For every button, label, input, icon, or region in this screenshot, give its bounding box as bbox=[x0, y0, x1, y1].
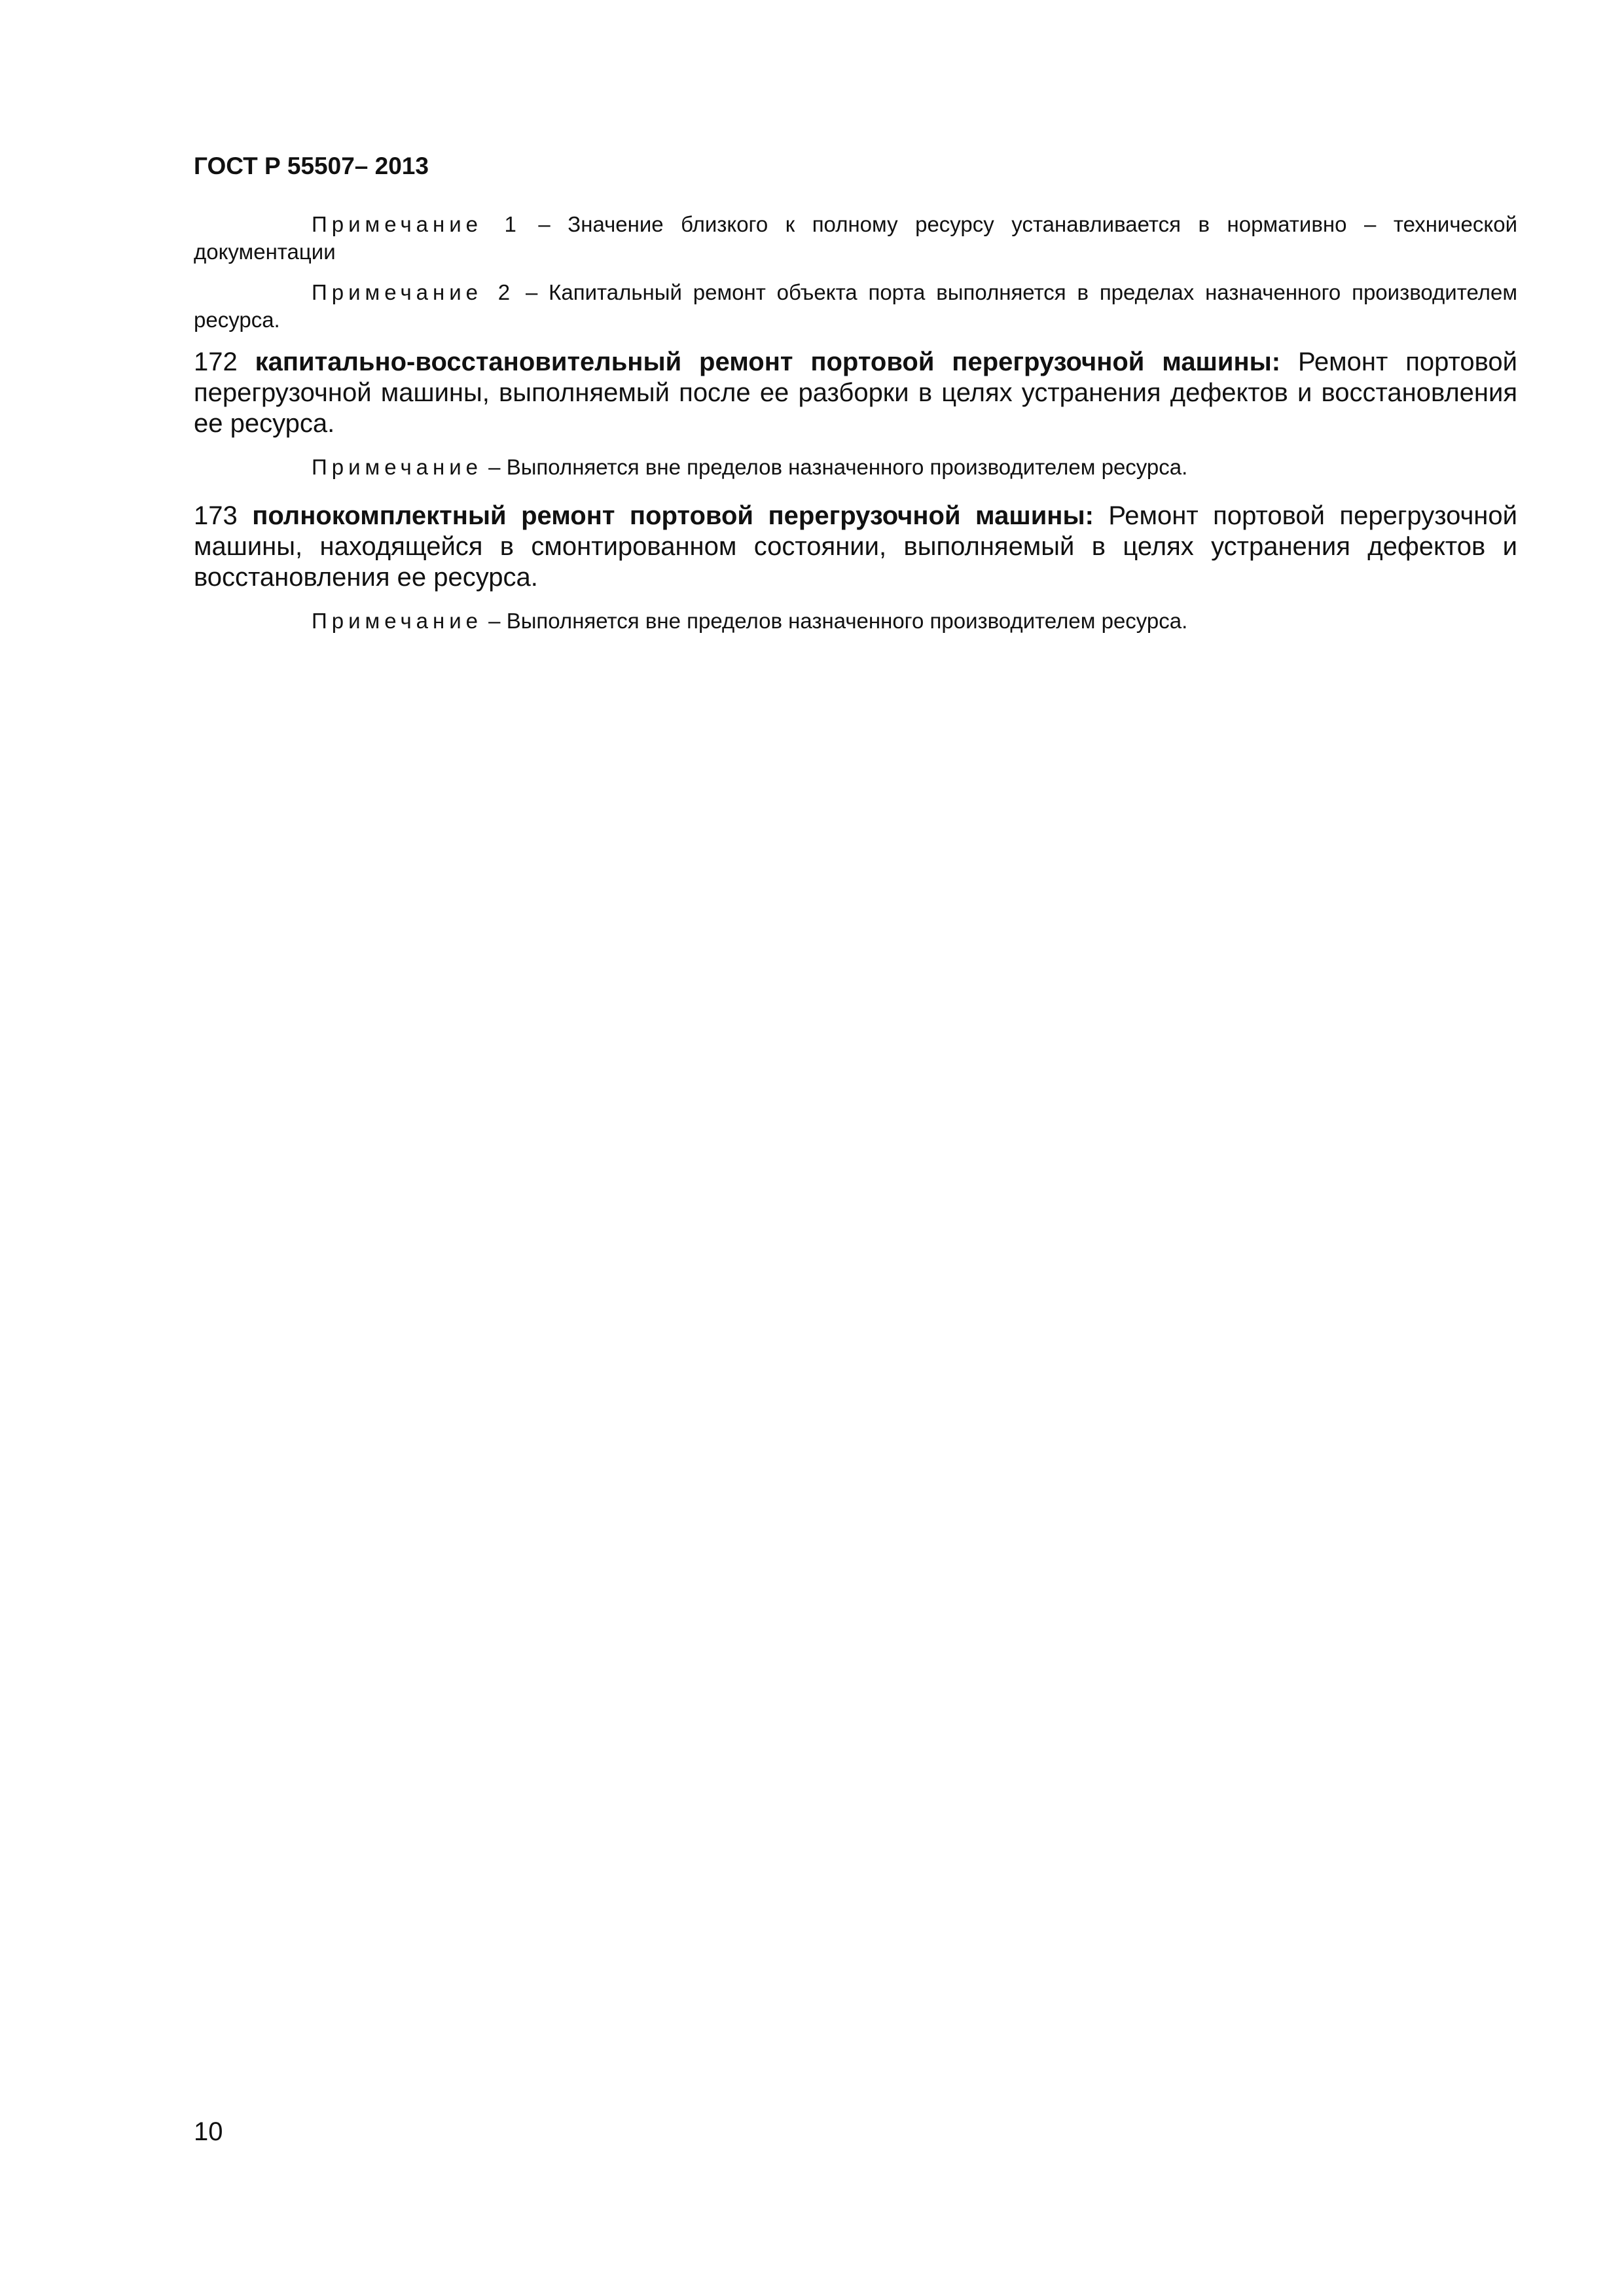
term-number: 172 bbox=[194, 348, 255, 376]
note-label: Примечание bbox=[312, 455, 483, 479]
term-172 bbox=[194, 347, 1517, 439]
term-definition: Ремонт портовой перегрузочной машины, выполняемый после ее разборки в целях устранения дефектов и восстановления ее ресурса. bbox=[194, 348, 1517, 438]
document-body bbox=[194, 211, 1517, 655]
term-definition: Ремонт портовой перегрузочной машины, находящейся в смонтированном состоянии, выполняемый в целях устранения дефектов и восстановления ее ресурса. bbox=[194, 501, 1517, 592]
note-2 bbox=[194, 279, 1517, 334]
note-1 bbox=[194, 211, 1517, 266]
note-text: – Выполняется вне пределов назначенного производителем ресурса. bbox=[482, 609, 1188, 633]
note-label: Примечание 2 bbox=[312, 280, 515, 304]
page-number: 10 bbox=[194, 2117, 223, 2146]
note-text: – Значение близкого к полному ресурсу устанавливается в нормативно – технической документации bbox=[194, 212, 1518, 264]
term-name: полнокомплектный ремонт портовой перегрузочной машины: bbox=[252, 501, 1094, 530]
note-text: – Выполняется вне пределов назначенного производителем ресурса. bbox=[482, 455, 1188, 479]
term-name: капитально-восстановительный ремонт портовой перегрузочной машины: bbox=[255, 348, 1281, 376]
note-text: – Капитальный ремонт объекта порта выполняется в пределах назначенного производителем ресурса. bbox=[194, 280, 1518, 332]
term-173 bbox=[194, 501, 1517, 593]
document-code-header: ГОСТ Р 55507– 2013 bbox=[194, 152, 429, 179]
note-label: Примечание 1 bbox=[312, 212, 521, 236]
note-label: Примечание bbox=[312, 609, 483, 633]
term-173-note bbox=[194, 607, 1517, 635]
term-172-note bbox=[194, 454, 1517, 481]
term-number: 173 bbox=[194, 501, 253, 530]
